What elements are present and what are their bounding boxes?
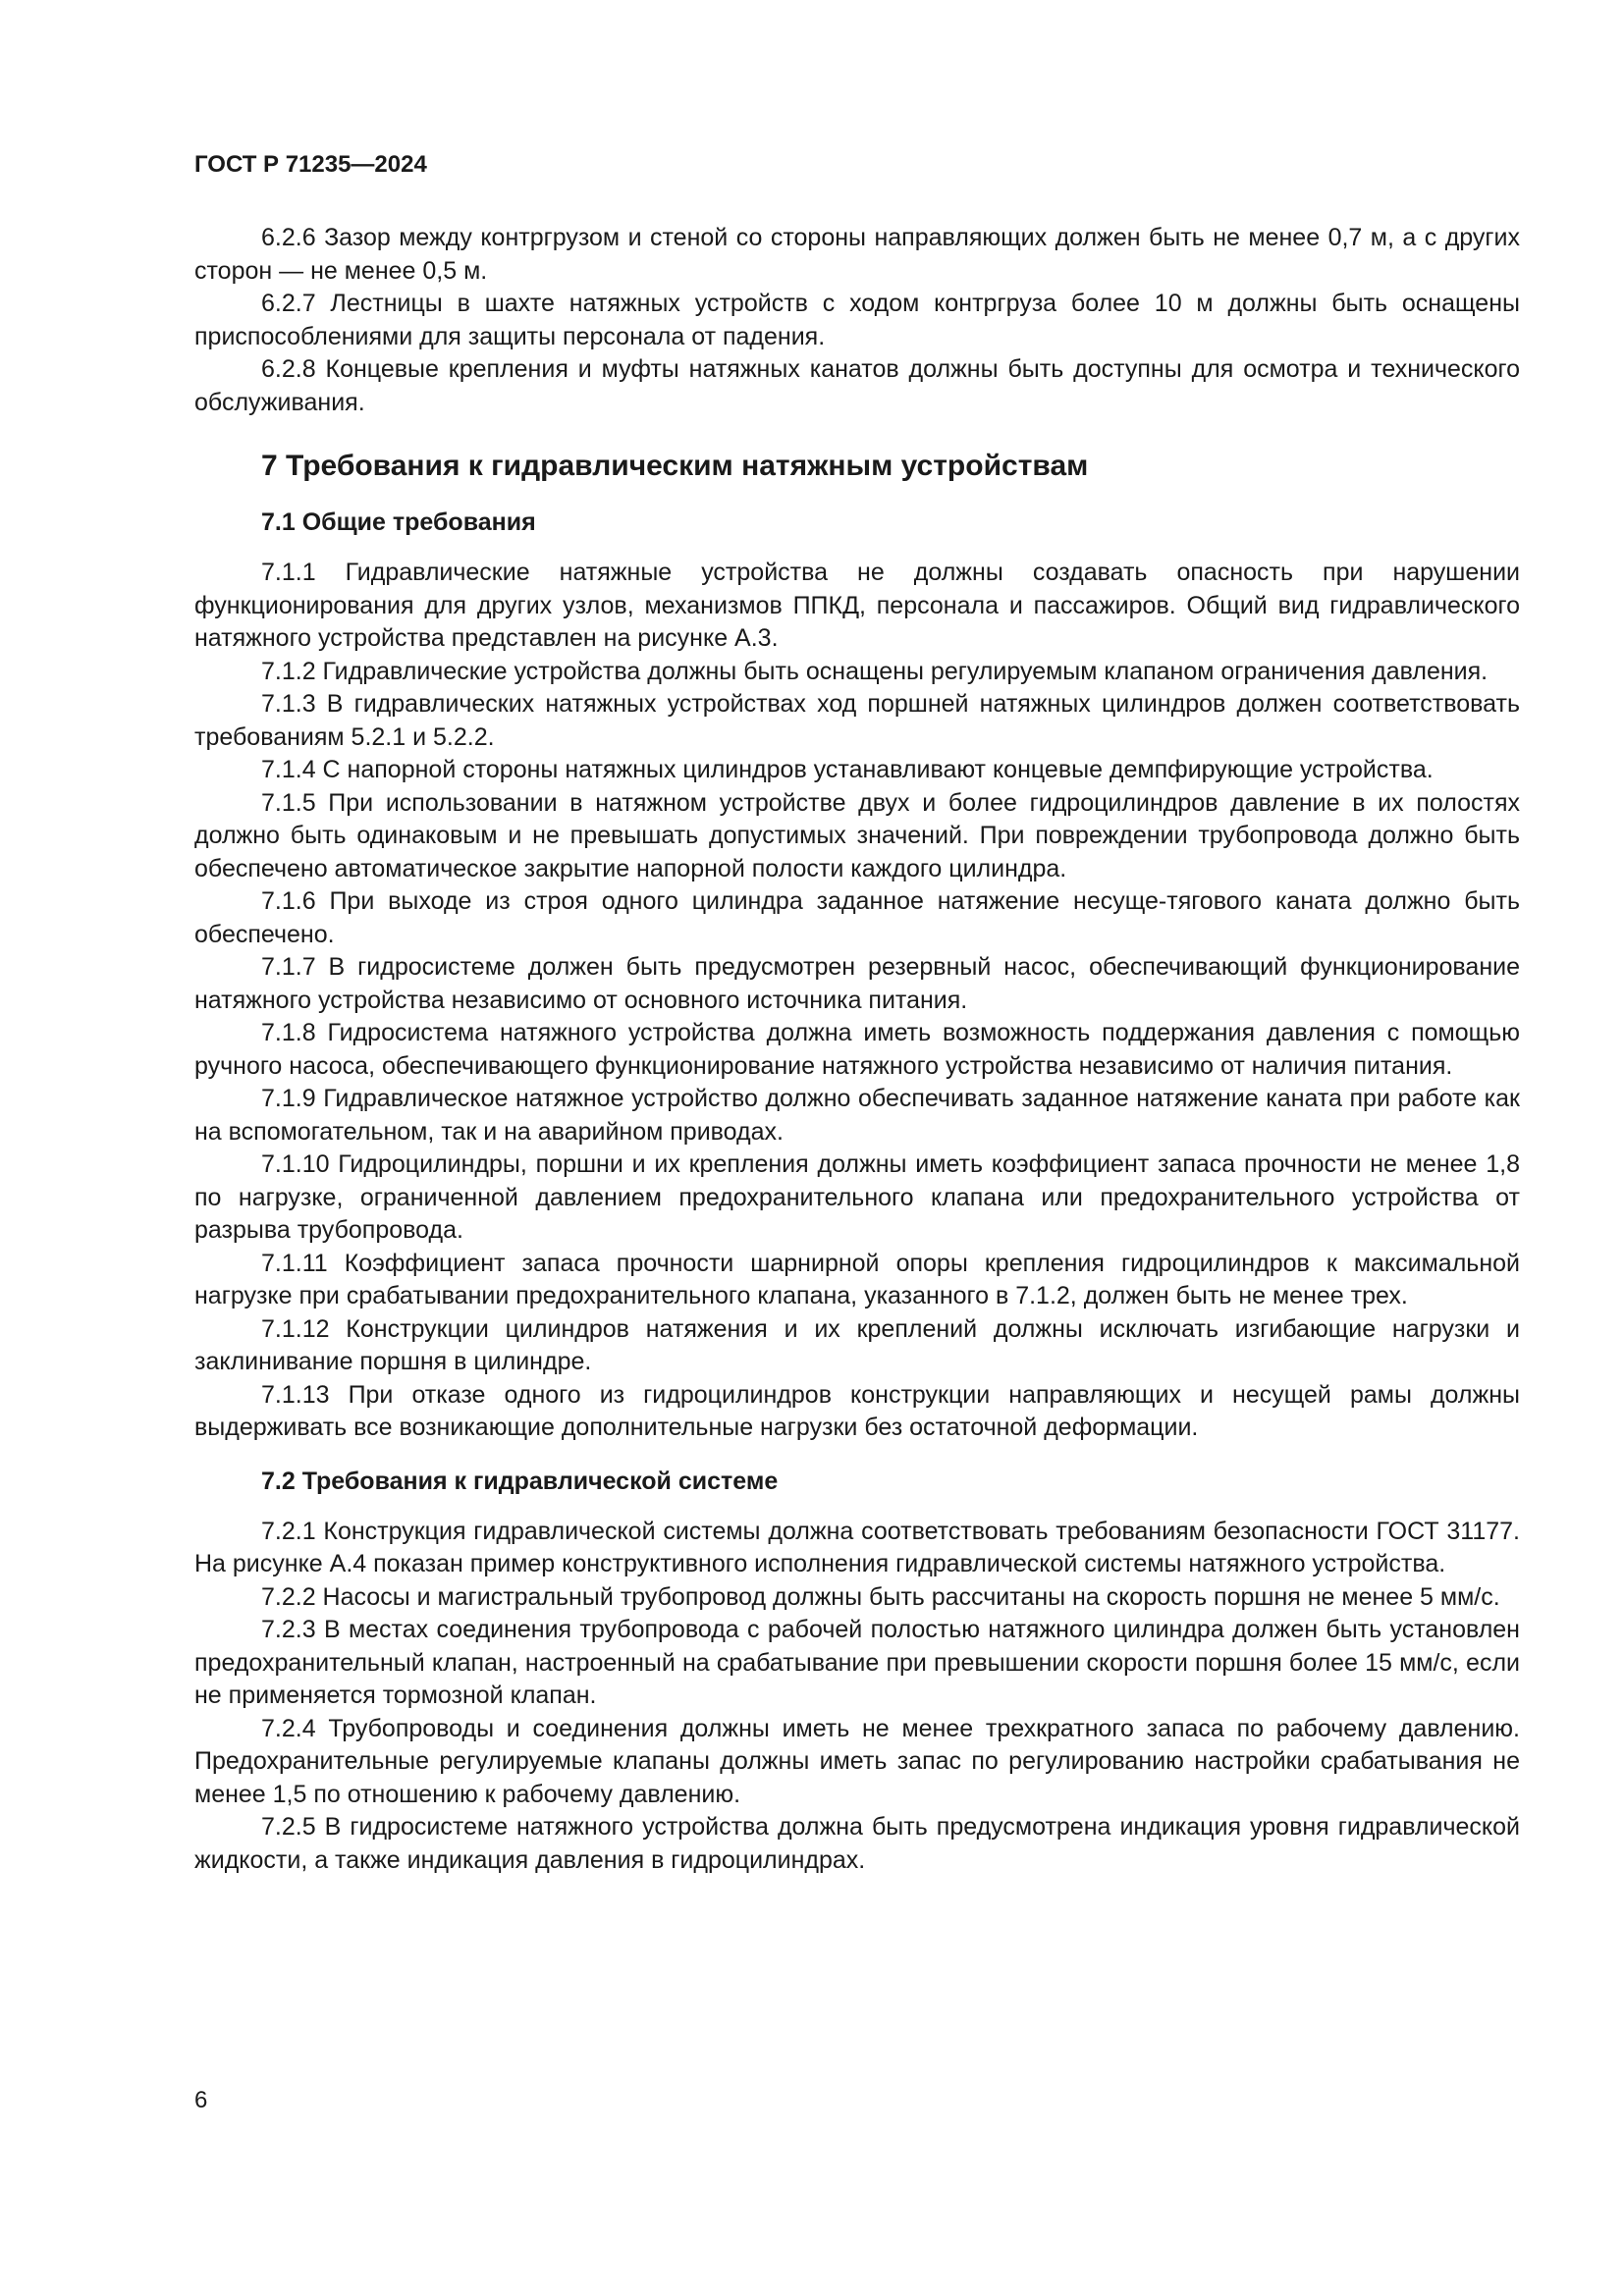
subsection-7-1-title: 7.1 Общие требования bbox=[261, 508, 536, 536]
paragraph-7-2-5: 7.2.5 В гидросистеме натяжного устройства должна быть предусмотрена индикация уровня гидравлической жидкости, а также индикация давления в гидроцилиндрах. bbox=[194, 1813, 1520, 1874]
paragraph-6-2-7: 6.2.7 Лестницы в шахте натяжных устройств с ходом контргруза более 10 м должны быть оснащены приспособлениями для защиты персонала от падения. bbox=[194, 290, 1520, 350]
paragraph-7-1-5: 7.1.5 При использовании в натяжном устройстве двух и более гидроцилиндров давление в их полостях должно быть одинаковым и не превышать допустимых значений. При повреждении трубопровода должно быть обеспечено автоматическое закрытие напорной полости каждого цилиндра. bbox=[194, 788, 1520, 882]
paragraph-7-1-10: 7.1.10 Гидроцилиндры, поршни и их крепления должны иметь коэффициент запаса прочности не менее 1,8 по нагрузке, ограниченной давлением предохранительного клапана или предохранительного устройства от разрыва трубопровода. bbox=[194, 1150, 1520, 1244]
paragraph-6-2-6: 6.2.6 Зазор между контргрузом и стеной со стороны направляющих должен быть не менее 0,7 м, а с других сторон — не менее 0,5 м. bbox=[194, 224, 1520, 285]
page-body bbox=[194, 222, 1520, 1877]
paragraph-7-2-3: 7.2.3 В местах соединения трубопровода с рабочей полостью натяжного цилиндра должен быть установлен предохранительный клапан, настроенный на срабатывание при превышении скорости поршня более 15 мм/с, если не применяется тормозной клапан. bbox=[194, 1616, 1520, 1709]
paragraph-7-1-1: 7.1.1 Гидравлические натяжные устройства не должны создавать опасность при нарушении функционирования для других узлов, механизмов ППКД, персонала и пассажиров. Общий вид гидравлического натяжного устройства представлен на рисунке А.3. bbox=[194, 559, 1520, 652]
document-code: ГОСТ Р 71235—2024 bbox=[194, 151, 427, 178]
paragraph-6-2-8: 6.2.8 Концевые крепления и муфты натяжных канатов должны быть доступны для осмотра и технического обслуживания. bbox=[194, 355, 1520, 416]
subsection-7-2-title: 7.2 Требования к гидравлической системе bbox=[261, 1467, 779, 1495]
paragraph-7-2-2: 7.2.2 Насосы и магистральный трубопровод должны быть рассчитаны на скорость поршня не менее 5 мм/с. bbox=[261, 1582, 1500, 1611]
paragraph-7-1-7: 7.1.7 В гидросистеме должен быть предусмотрен резервный насос, обеспечивающий функционирование натяжного устройства независимо от основного источника питания. bbox=[194, 953, 1520, 1014]
page-number: 6 bbox=[194, 2087, 208, 2113]
paragraph-7-1-9: 7.1.9 Гидравлическое натяжное устройство должно обеспечивать заданное натяжение каната при работе как на вспомогательном, так и на аварийном приводах. bbox=[194, 1085, 1520, 1146]
paragraph-7-1-2: 7.1.2 Гидравлические устройства должны быть оснащены регулируемым клапаном ограничения давления. bbox=[261, 657, 1489, 685]
paragraph-7-1-4: 7.1.4 С напорной стороны натяжных цилиндров устанавливают концевые демпфирующие устройства. bbox=[261, 756, 1434, 783]
paragraph-7-1-3: 7.1.3 В гидравлических натяжных устройствах ход поршней натяжных цилиндров должен соответствовать требованиям 5.2.1 и 5.2.2. bbox=[194, 690, 1520, 751]
section-7-title: 7 Требования к гидравлическим натяжным устройствам bbox=[261, 450, 1089, 482]
paragraph-7-1-12: 7.1.12 Конструкции цилиндров натяжения и их креплений должны исключать изгибающие нагрузки и заклинивание поршня в цилиндре. bbox=[194, 1314, 1520, 1375]
paragraph-7-2-1: 7.2.1 Конструкция гидравлической системы должна соответствовать требованиям безопасности ГОСТ 31177. На рисунке А.4 показан пример конструктивного исполнения гидравлической системы натяжного устройства. bbox=[194, 1517, 1520, 1577]
paragraph-7-1-11: 7.1.11 Коэффициент запаса прочности шарнирной опоры крепления гидроцилиндров к максимальной нагрузке при срабатывании предохранительного клапана, указанного в 7.1.2, должен быть не менее трех. bbox=[194, 1249, 1520, 1309]
paragraph-7-1-13: 7.1.13 При отказе одного из гидроцилиндров конструкции направляющих и несущей рамы должны выдерживать все возникающие дополнительные нагрузки без остаточной деформации. bbox=[194, 1380, 1520, 1441]
paragraph-7-1-6: 7.1.6 При выходе из строя одного цилиндра заданное натяжение несуще-тягового каната должно быть обеспечено. bbox=[194, 887, 1520, 948]
paragraph-7-2-4: 7.2.4 Трубопроводы и соединения должны иметь не менее трехкратного запаса по рабочему давлению. Предохранительные регулируемые клапаны должны иметь запас по регулированию настройки срабатывания не менее 1,5 по отношению к рабочему давлению. bbox=[194, 1714, 1520, 1808]
paragraph-7-1-8: 7.1.8 Гидросистема натяжного устройства должна иметь возможность поддержания давления с помощью ручного насоса, обеспечивающего функционирование натяжного устройства независимо от наличия питания. bbox=[194, 1019, 1520, 1080]
